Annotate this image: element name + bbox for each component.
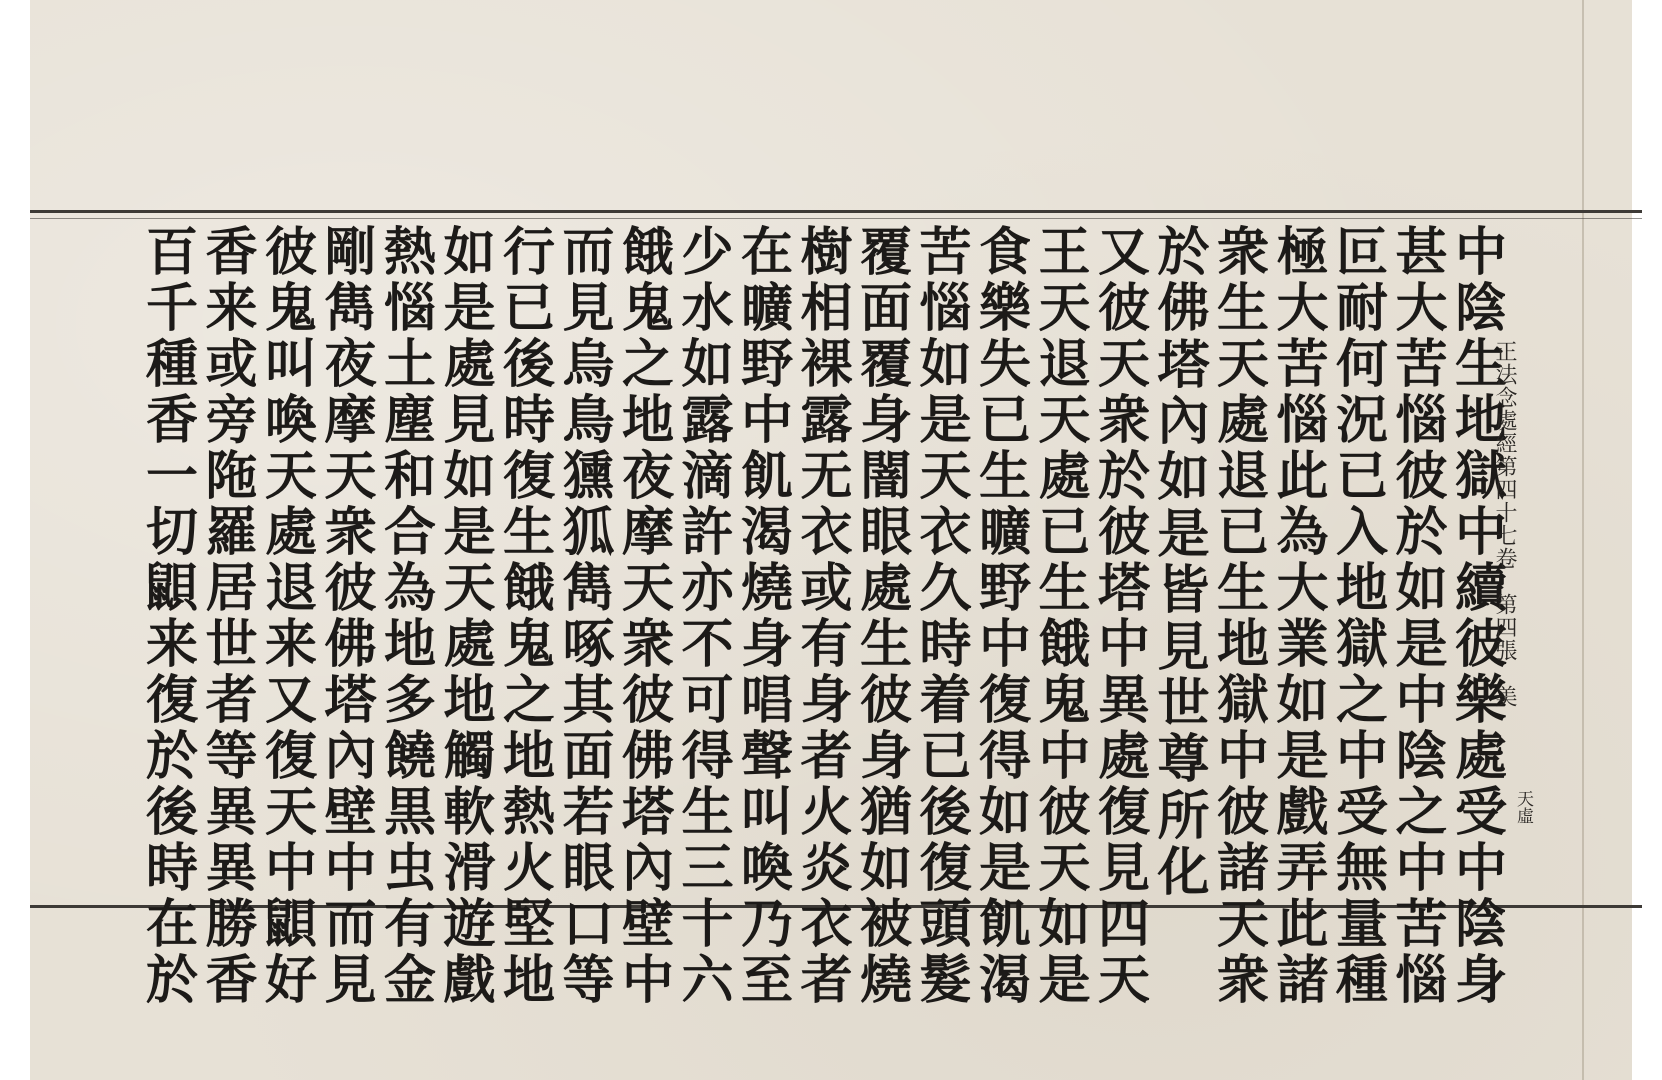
text-column: 衆 生 天 處 退 已 生 地 獄 中 彼 諸 天 衆: [1216, 222, 1269, 1011]
text-column: 行 已 後 時 復 生 餓 鬼 之 地 熱 火 堅 地: [502, 222, 555, 1011]
text-column: 樹 相 裸 露 无 衣 或 有 身 者 火 炎 衣 者: [800, 222, 853, 1011]
text-column: 又 彼 天 衆 於 彼 塔 中 異 處 復 見 四 天: [1097, 222, 1150, 1011]
text-column: 覆 面 覆 身 闇 眼 處 生 彼 身 猶 如 被 燒: [859, 222, 912, 1011]
margin-note: 正法念處經第四十七卷 第四張 美: [1492, 340, 1517, 708]
text-column: 少 水 如 露 滴 許 亦 不 可 得 生 三 十 六: [681, 222, 734, 1011]
text-column: 香 来 或 旁 陁 羅 居 世 者 等 異 異 勝 香: [205, 222, 258, 1011]
text-column: 中 陰 生 地 獄 中 續 彼 樂 處 受 中 陰 身: [1454, 222, 1507, 1011]
text-column: 苦 惱 如 是 天 衣 久 時 着 已 後 復 頭 髮: [919, 222, 972, 1011]
frame-rule: [30, 218, 1642, 219]
text-column: 彼 鬼 叫 喚 天 處 退 来 又 復 天 中 鼰 好: [264, 222, 317, 1011]
text-column: 而 見 烏 鳥 獯 狐 雋 啄 其 面 若 眼 口 等: [562, 222, 615, 1011]
text-column: 熱 惱 土 塵 和 合 為 地 多 饒 黒 虫 有 金: [383, 222, 436, 1011]
text-column: 百 千 種 香 一 切 鼰 来 復 於 後 時 在 於: [145, 222, 198, 1011]
text-column: 在 曠 野 中 飢 渴 燒 身 唱 聲 叫 喚 乃 至: [740, 222, 793, 1011]
margin-mark: 天虛: [1513, 790, 1533, 824]
text-column: 於 佛 塔 內 如 是 皆 見 世 尊 所 化: [1157, 222, 1210, 903]
text-column: 如 是 處 見 如 是 天 處 地 觸 軟 滑 遊 戲: [443, 222, 496, 1011]
text-column: 剛 雋 夜 摩 天 衆 彼 佛 塔 內 壁 中 而 見: [324, 222, 377, 1011]
text-column: 甚 大 苦 惱 彼 於 如 是 中 陰 之 中 苦 惱: [1395, 222, 1448, 1011]
text-column: 叵 耐 何 況 已 入 地 獄 之 中 受 無 量 種: [1335, 222, 1388, 1011]
text-column: 食 樂 失 已 生 曠 野 中 復 得 如 是 飢 渴: [978, 222, 1031, 1011]
text-column: 王 天 退 天 處 已 生 餓 鬼 中 彼 天 如 是: [1038, 222, 1091, 1011]
text-column: 極 大 苦 惱 此 為 大 業 如 是 戲 弄 此 諸: [1276, 222, 1329, 1011]
text-column: 餓 鬼 之 地 夜 摩 天 衆 彼 佛 塔 內 壁 中: [621, 222, 674, 1011]
